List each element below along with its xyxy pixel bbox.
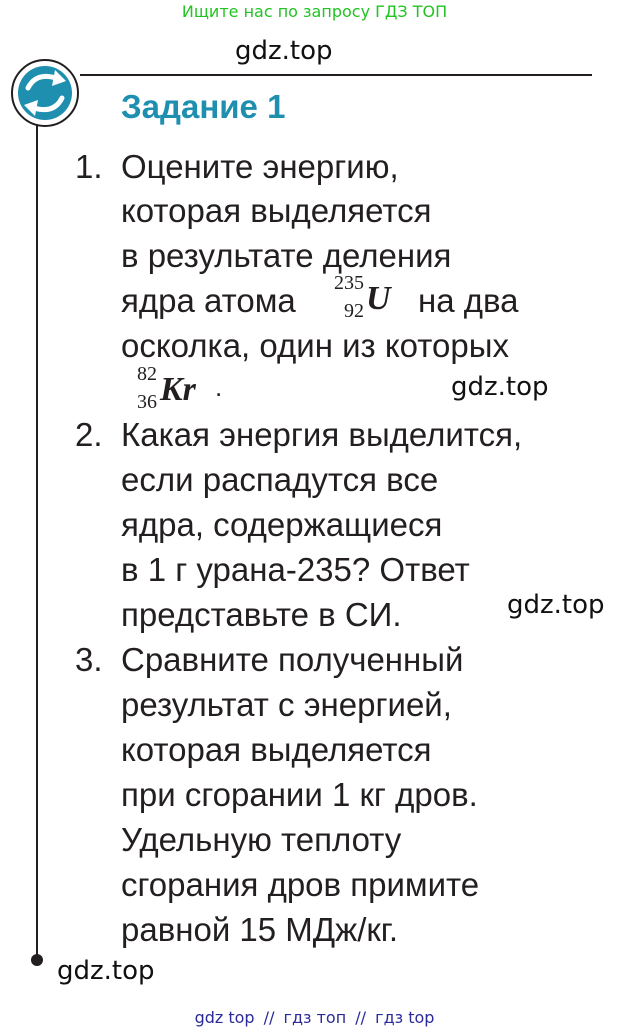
exchange-icon (12, 60, 78, 126)
item-line: ядра, содержащиеся (121, 506, 443, 543)
item-line: представьте в СИ. (121, 596, 402, 633)
item-line: равной 15 МДж/кг. (121, 911, 398, 948)
item-line: ядра атома (121, 282, 296, 319)
item-line: осколка, один из которых (121, 327, 509, 364)
element-symbol: U (366, 280, 391, 317)
footer-link[interactable]: gdz top (194, 1008, 255, 1027)
mass-number: 82 (137, 363, 157, 385)
element-symbol: Kr (160, 371, 196, 408)
bullet-dot (31, 954, 43, 966)
atomic-number: 36 (137, 391, 157, 413)
search-banner: Ищите нас по запросу ГДЗ ТОП (181, 2, 448, 21)
item-line: в результате деления (121, 237, 452, 274)
watermark: gdz.top (57, 956, 155, 986)
item-line: при сгорании 1 кг дров. (121, 776, 478, 813)
item-line: в 1 г урана-235? Ответ (121, 551, 470, 588)
item-line: Какая энергия выделится, (121, 416, 523, 453)
item-line: Удельную теплоту (121, 821, 402, 858)
task-title: Задание 1 (121, 88, 286, 125)
footer-link[interactable]: гдз top (375, 1008, 435, 1027)
atomic-number: 92 (344, 300, 364, 322)
item-line: которая выделяется (121, 731, 432, 768)
item-line: если распадутся все (121, 461, 439, 498)
item-line: Оцените энергию, (121, 148, 399, 185)
watermark: gdz.top (507, 590, 605, 620)
krypton-nuclide (121, 363, 221, 418)
item-line: на два (418, 282, 519, 319)
item-number: 1. (75, 148, 103, 185)
footer-links (0, 1008, 629, 1027)
watermark: gdz.top (451, 372, 549, 402)
mass-number: 235 (334, 272, 364, 294)
footer-separator: // (355, 1008, 367, 1027)
footer-separator: // (263, 1008, 275, 1027)
watermark: gdz.top (235, 36, 333, 66)
item-number: 3. (75, 641, 103, 678)
item-line: которая выделяется (121, 192, 432, 229)
item-number: 2. (75, 416, 103, 453)
item-line: Сравните полученный (121, 641, 464, 678)
item-line: . (215, 372, 223, 402)
footer-link[interactable]: гдз топ (283, 1008, 347, 1027)
item-line: результат с энергией, (121, 686, 452, 723)
item-line: сгорания дров примите (121, 866, 480, 903)
uranium-nuclide (326, 272, 406, 327)
